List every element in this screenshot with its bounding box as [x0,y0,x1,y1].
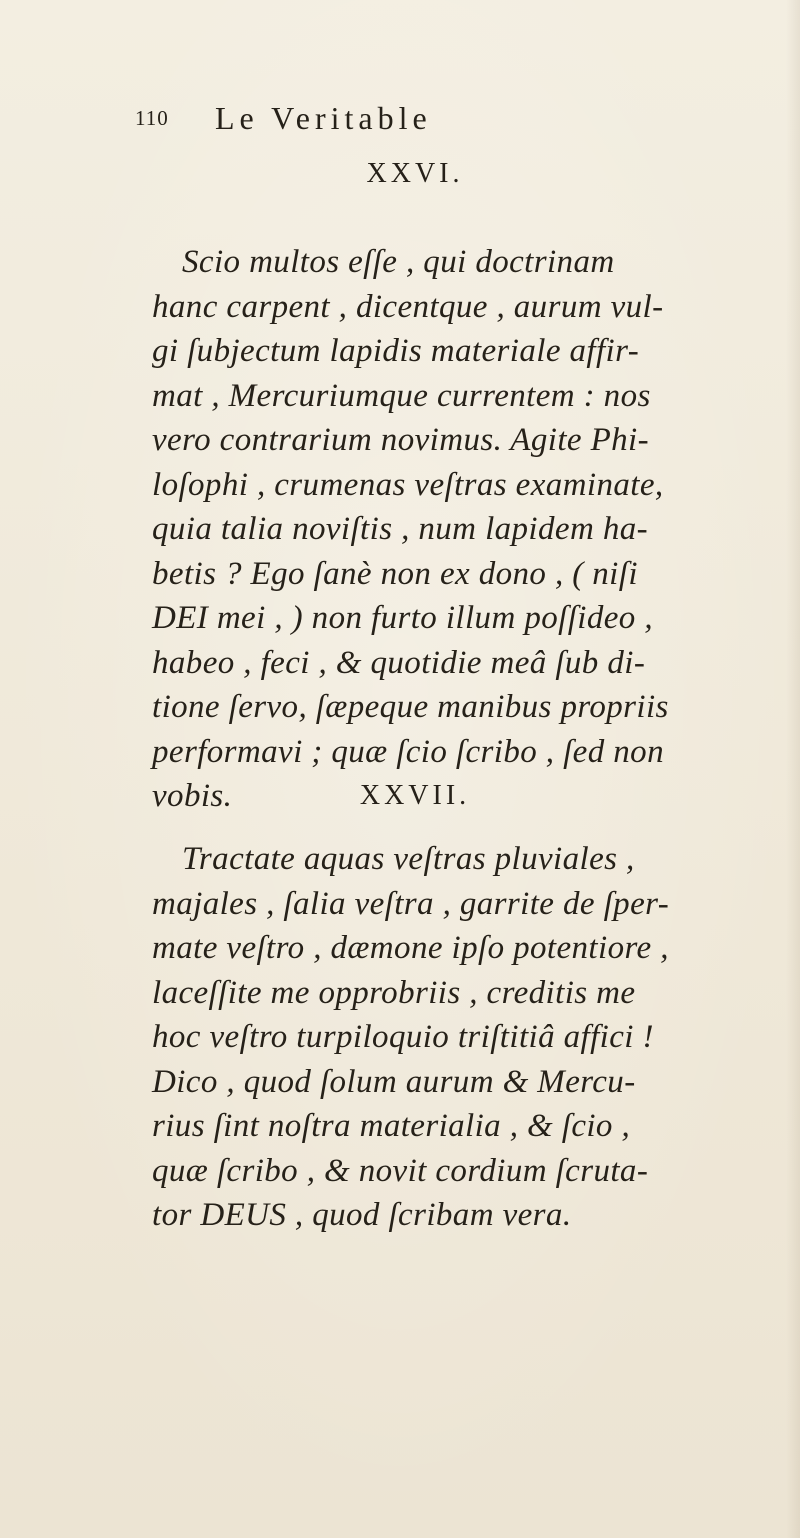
text-line: vero contrarium novimus. Agite Phi- [152,422,650,458]
text-line: Dico , quod ſolum aurum & Mercu- [152,1063,636,1100]
text-line: performavi ; quæ ſcio ſcribo , ſed non [152,733,664,770]
paragraph-xxvi [152,240,792,819]
text-line: gi ſubjectum lapidis materiale affir- [152,333,640,369]
section-heading-xxvii: XXVII. [359,780,471,811]
text-line: mat , Mercuriumque currentem : nos [152,377,651,414]
text-line: vobis. [152,778,233,814]
text-line: laceſſite me opprobriis , creditis me [152,974,636,1011]
text-line: tione ſervo, ſæpeque manibus propriis [152,689,669,725]
text-line: quia talia noviſtis , num lapidem ha- [152,511,649,547]
text-line: DEI mei , ) non furto illum poſſideo , [152,600,653,636]
running-title: Le Veritable [215,100,432,136]
text-line: Scio multos eſſe , qui doctrinam [182,244,615,280]
page-header [135,100,695,140]
text-line: hanc carpent , dicentque , aurum vul- [152,288,664,325]
page-number: 110 [135,106,169,130]
paragraph-xxvii [152,837,792,1238]
text-line: Tractate aquas veſtras pluviales , [182,841,635,877]
section-heading-xxvi: XXVI. [366,158,464,189]
text-line: tor DEUS , quod ſcribam vera. [152,1197,572,1233]
text-line: rius ſint noſtra materialia , & ſcio , [152,1108,631,1144]
text-line: betis ? Ego ſanè non ex dono , ( niſi [152,555,638,592]
text-line: habeo , feci , & quotidie meâ ſub di- [152,644,646,681]
text-line: loſophi , crumenas veſtras examinate, [152,466,664,503]
text-line: hoc veſtro turpiloquio triſtitiâ affici ! [152,1019,654,1055]
text-line: majales , ſalia veſtra , garrite de ſper- [152,885,670,922]
text-line: mate veſtro , dæmone ipſo potentiore , [152,930,669,966]
text-line: quæ ſcribo , & novit cordium ſcruta- [152,1152,649,1189]
